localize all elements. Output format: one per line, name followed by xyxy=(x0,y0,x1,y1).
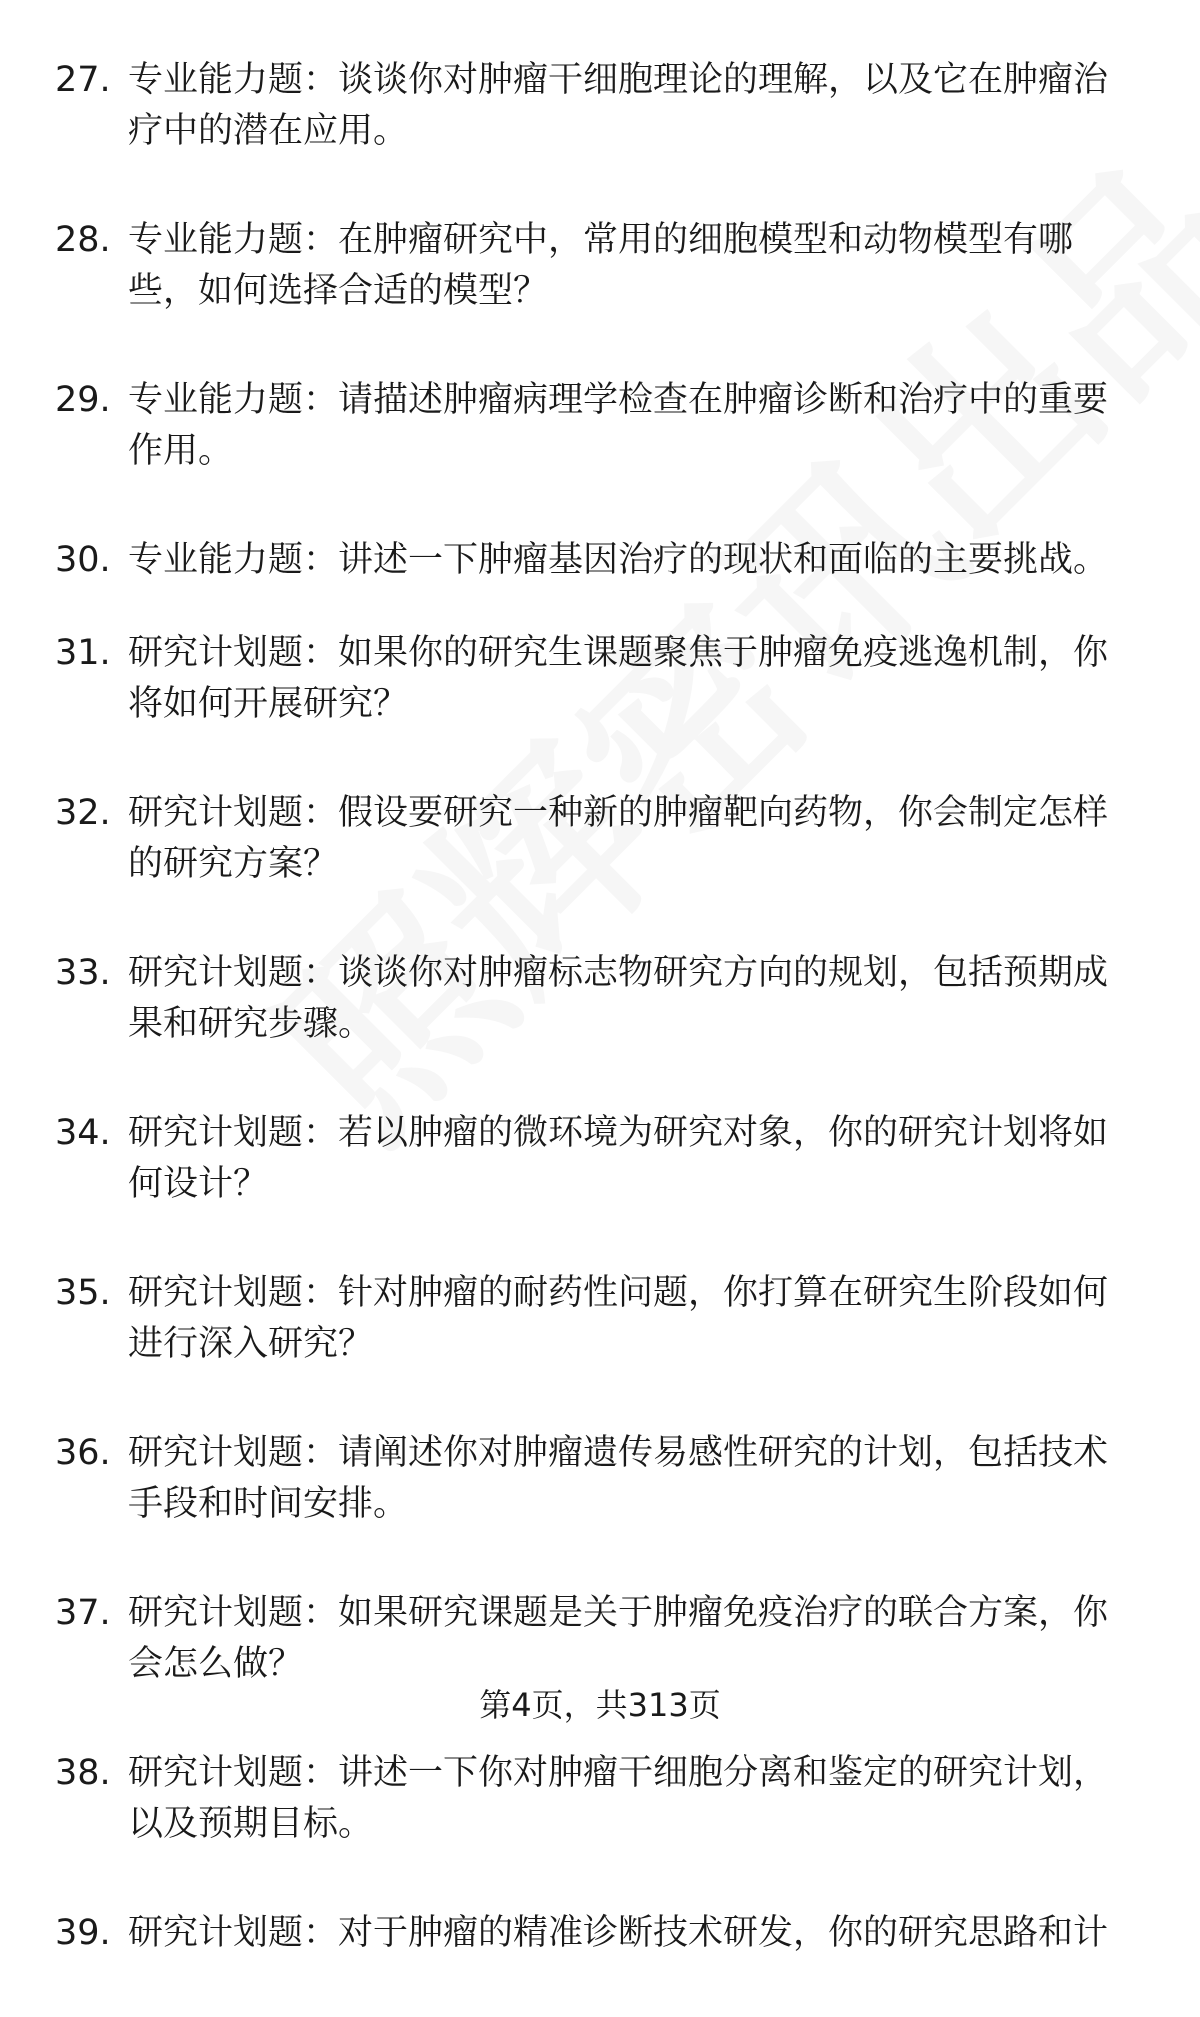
question-item-33 xyxy=(0,948,1200,1050)
question-text: 研究计划题：讲述一下你对肿瘤干细胞分离和鉴定的研究计划，以及预期目标。 xyxy=(128,1753,1109,1844)
question-item-29 xyxy=(0,375,1200,477)
question-number: 28. xyxy=(55,220,111,260)
question-text: 专业能力题：谈谈你对肿瘤干细胞理论的理解，以及它在肿瘤治疗中的潜在应用。 xyxy=(128,60,1109,151)
question-text: 研究计划题：谈谈你对肿瘤标志物研究方向的规划，包括预期成果和研究步骤。 xyxy=(128,953,1109,1044)
question-item-36 xyxy=(0,1428,1200,1530)
question-number: 27. xyxy=(55,60,111,100)
question-item-28 xyxy=(0,215,1200,317)
question-item-35 xyxy=(0,1268,1200,1370)
question-number: 32. xyxy=(55,793,111,833)
question-text: 研究计划题：若以肿瘤的微环境为研究对象，你的研究计划将如何设计？ xyxy=(128,1113,1109,1204)
question-number: 37. xyxy=(55,1593,111,1633)
question-item-39 xyxy=(0,1908,1200,1959)
question-item-34 xyxy=(0,1108,1200,1210)
question-text: 专业能力题：在肿瘤研究中，常用的细胞模型和动物模型有哪些，如何选择合适的模型？ xyxy=(128,220,1074,311)
question-text: 研究计划题：如果研究课题是关于肿瘤免疫治疗的联合方案，你会怎么做？ xyxy=(128,1593,1109,1684)
question-number: 38. xyxy=(55,1753,111,1793)
question-item-38 xyxy=(0,1748,1200,1850)
question-number: 36. xyxy=(55,1433,111,1473)
question-text: 专业能力题：讲述一下肿瘤基因治疗的现状和面临的主要挑战。 xyxy=(128,540,1109,580)
question-item-37 xyxy=(0,1588,1200,1690)
question-number: 39. xyxy=(55,1913,111,1953)
question-number: 33. xyxy=(55,953,111,993)
question-item-27 xyxy=(0,55,1200,157)
question-text: 研究计划题：针对肿瘤的耐药性问题，你打算在研究生阶段如何进行深入研究？ xyxy=(128,1273,1109,1364)
question-text: 研究计划题：对于肿瘤的精准诊断技术研发，你的研究思路和计 xyxy=(128,1913,1109,1953)
question-text: 研究计划题：假设要研究一种新的肿瘤靶向药物，你会制定怎样的研究方案？ xyxy=(128,793,1109,884)
question-number: 29. xyxy=(55,380,111,420)
question-text: 研究计划题：如果你的研究生课题聚焦于肿瘤免疫逃逸机制，你将如何开展研究？ xyxy=(128,633,1109,724)
question-text: 专业能力题：请描述肿瘤病理学检查在肿瘤诊断和治疗中的重要作用。 xyxy=(128,380,1109,471)
question-item-32 xyxy=(0,788,1200,890)
question-item-30 xyxy=(0,535,1200,586)
question-number: 34. xyxy=(55,1113,111,1153)
question-number: 31. xyxy=(55,633,111,673)
page-number-footer: 第4页，共313页 xyxy=(479,1686,721,1724)
question-text: 研究计划题：请阐述你对肿瘤遗传易感性研究的计划，包括技术手段和时间安排。 xyxy=(128,1433,1109,1524)
question-item-31 xyxy=(0,628,1200,730)
question-number: 30. xyxy=(55,540,111,580)
question-number: 35. xyxy=(55,1273,111,1313)
